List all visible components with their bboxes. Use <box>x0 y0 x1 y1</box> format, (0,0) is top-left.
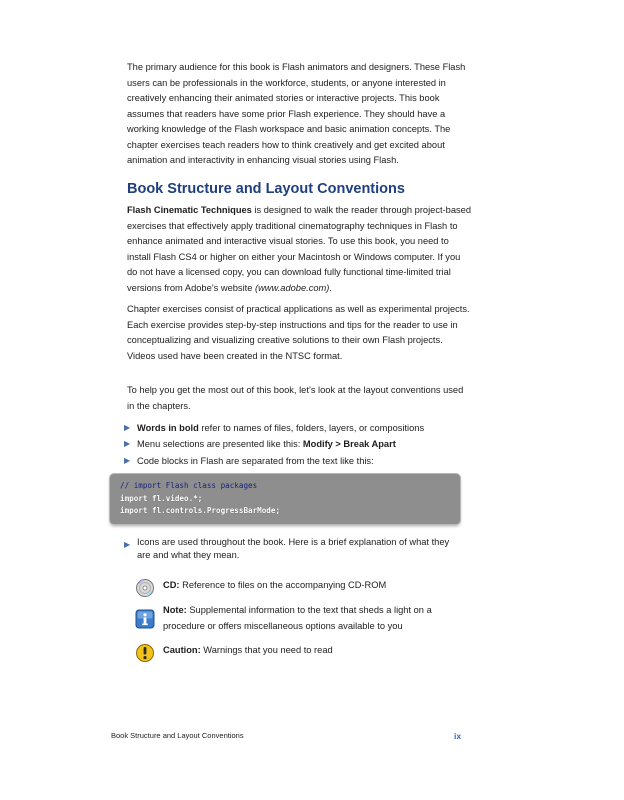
code-blocks-text: Code blocks in Flash are separated from the text like this: <box>137 455 374 466</box>
bold-words-text: refer to names of files, folders, layers, or compositions <box>198 423 425 433</box>
list-item <box>124 436 474 452</box>
caution-legend-row <box>135 643 465 663</box>
cd-legend-row <box>135 578 465 598</box>
caution-icon <box>135 643 155 663</box>
code-line: import fl.controls.ProgressBarMode; <box>120 506 281 515</box>
section-heading: Book Structure and Layout Conventions <box>127 181 405 197</box>
list-item <box>124 420 474 436</box>
running-footer-title: Book Structure and Layout Conventions <box>111 731 244 740</box>
cd-label: CD: <box>163 580 180 590</box>
cd-legend-text <box>163 578 463 594</box>
intro-paragraph: The primary audience for this book is Flash animators and designers. These Flash users can be professionals in the workforce, students, or anyone interested in creatively enhancing their animated stories or interactive projects. This book assumes that readers have some prior Flash experience. They should have a working knowledge of the Flash workspace and basic animation concepts. The chapter exercises teach readers how to think creatively and get excited about animation and interactivity in enhancing visual stories using Flash. <box>127 62 466 165</box>
code-comment: // import Flash class packages <box>120 481 258 490</box>
book-title-bold: Flash Cinematic Techniques <box>127 205 252 215</box>
triangle-right-icon: ▶ <box>124 439 131 449</box>
caution-label: Caution: <box>163 645 201 655</box>
caution-legend-text <box>163 643 463 659</box>
menu-selection-text: Menu selections are presented like this: <box>137 439 303 450</box>
triangle-right-icon: ▶ <box>124 423 131 432</box>
conventions-intro-paragraph: To help you get the most out of this book, let’s look at the layout conventions used in the chapters. <box>127 385 464 411</box>
code-block <box>110 474 460 524</box>
structure-paragraph <box>127 203 471 296</box>
note-label: Note: <box>163 605 187 615</box>
menu-selection-example: Modify > Break Apart <box>302 439 396 450</box>
cd-icon <box>135 578 155 598</box>
adobe-website-link[interactable]: (www.adobe.com) <box>254 282 330 293</box>
icons-explanation-text: Icons are used throughout the book. Here is a brief explanation of what they are and what they mean. <box>137 537 450 560</box>
list-item <box>124 536 457 562</box>
info-icon <box>135 609 155 629</box>
page-number: ix <box>454 731 462 741</box>
list-item <box>124 453 474 469</box>
exercises-paragraph: Chapter exercises consist of practical applications as well as experimental projects. Each exercise provides step-by-step instructions and tips for the reader to use in conceptualizing and visualizing creative solutions to their own Flash projects. Videos used have been created in the NTSC format. <box>127 304 470 361</box>
conventions-list <box>124 420 474 469</box>
note-legend-text <box>163 603 463 634</box>
code-line: import fl.video.*; <box>120 493 203 503</box>
structure-text: is designed to walk the reader through project-based exercises that effectively apply traditional cinematography techniques in Flash to enhance animated and interactive visual stories. To use this book, you need to install Flash CS4 or higher on either your Macintosh or Windows computer. If you do not have a licensed copy, you can download fully functional time-limited trial versions from Adobe’s website <box>127 205 471 293</box>
caution-description: Warnings that you need to read <box>200 645 333 655</box>
cd-description: Reference to files on the accompanying CD-ROM <box>179 580 387 590</box>
note-legend-row <box>135 603 465 635</box>
triangle-right-icon: ▶ <box>124 455 131 465</box>
triangle-right-icon: ▶ <box>124 540 131 549</box>
bold-words-label: Words in bold <box>137 423 199 433</box>
structure-end: . <box>329 282 332 293</box>
note-description: Supplemental information to the text that sheds a light on a procedure or offers miscellaneous options available to you <box>163 605 432 631</box>
